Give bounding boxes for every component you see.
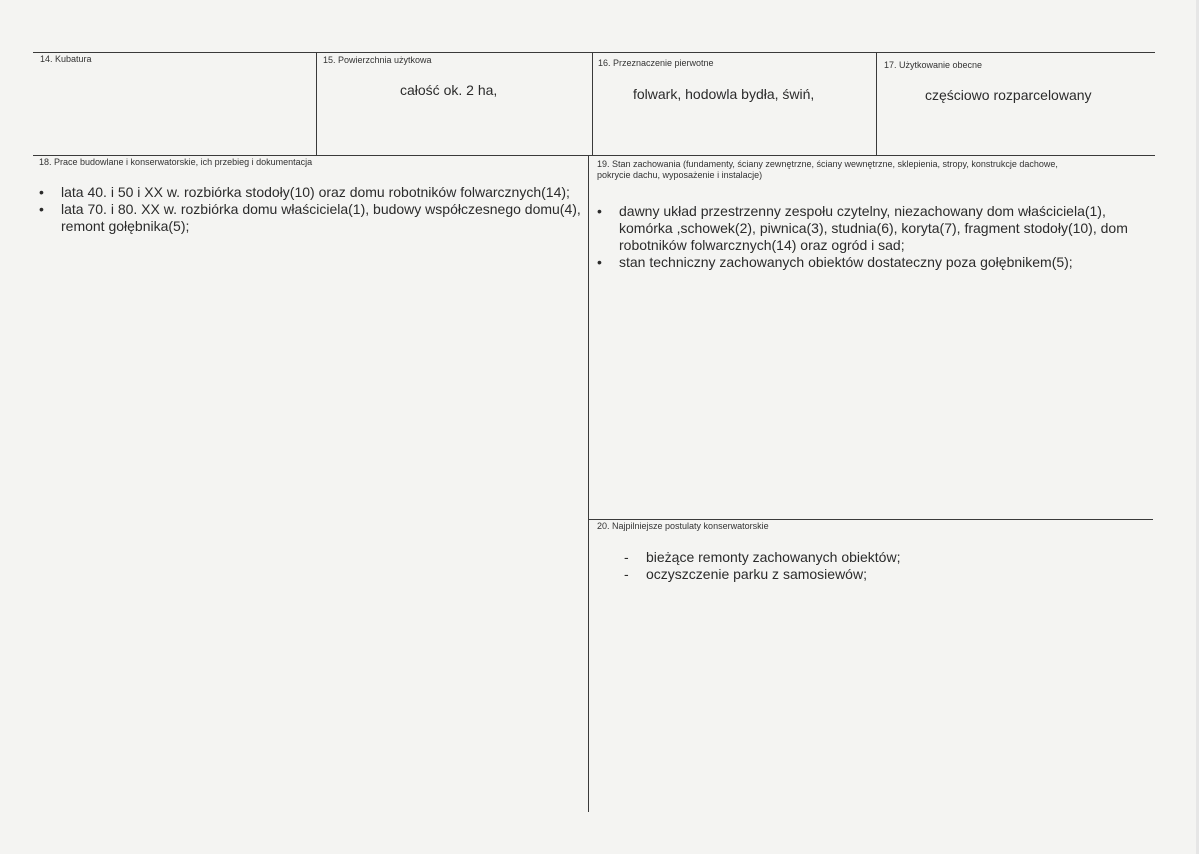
field-18-label: 18. Prace budowlane i konserwatorskie, ich przebieg i dokumentacja bbox=[39, 157, 313, 167]
dash-marker: - bbox=[624, 566, 629, 582]
list-item-text: bieżące remonty zachowanych obiektów; bbox=[646, 549, 901, 565]
bullet-marker: • bbox=[39, 184, 44, 200]
divider-14-15 bbox=[316, 52, 317, 155]
field-18-list bbox=[35, 184, 585, 235]
divider-15-16 bbox=[592, 52, 593, 155]
field-20-list bbox=[620, 549, 1120, 583]
field-15-value: całość ok. 2 ha, bbox=[400, 82, 498, 98]
list-item bbox=[620, 566, 1120, 583]
field-15-label: 15. Powierzchnia użytkowa bbox=[323, 55, 432, 65]
list-item bbox=[35, 184, 585, 201]
field-16-value: folwark, hodowla bydła, świń, bbox=[633, 86, 815, 102]
bullet-marker: • bbox=[597, 203, 602, 219]
bullet-marker: • bbox=[597, 254, 602, 270]
field-16-label: 16. Przeznaczenie pierwotne bbox=[598, 58, 714, 68]
field-19-list bbox=[593, 203, 1151, 271]
field-17-value: częściowo rozparcelowany bbox=[925, 87, 1092, 103]
list-item-text: lata 40. i 50 i XX w. rozbiórka stodoły(10) oraz domu robotników folwarcznych(14); bbox=[61, 184, 570, 200]
dash-marker: - bbox=[624, 549, 629, 565]
divider-16-17 bbox=[876, 52, 877, 155]
list-item-text: lata 70. i 80. XX w. rozbiórka domu właściciela(1), budowy współczesnego domu(4), remont gołębnika(5); bbox=[61, 201, 581, 234]
top-rule bbox=[33, 52, 1155, 53]
list-item-text: stan techniczny zachowanych obiektów dostateczny poza gołębnikem(5); bbox=[619, 254, 1073, 270]
list-item bbox=[593, 254, 1151, 271]
list-item bbox=[620, 549, 1120, 566]
list-item bbox=[593, 203, 1151, 254]
field-19-label: 19. Stan zachowania (fundamenty, ściany zewnętrzne, ściany wewnętrzne, sklepienia, stropy, konstrukcje dachowe, pokrycie dachu, wyposażenie i instalacje) bbox=[597, 159, 1058, 180]
divider-19-20 bbox=[588, 519, 1153, 520]
list-item-text: oczyszczenie parku z samosiewów; bbox=[646, 566, 867, 582]
middle-rule bbox=[33, 155, 1155, 156]
bullet-marker: • bbox=[39, 201, 44, 217]
list-item-text: dawny układ przestrzenny zespołu czytelny, niezachowany dom właściciela(1), komórka ,schowek(2), piwnica(3), studnia(6), koryta(7), fragment stodoły(10), dom robotników folwarcznych(14) oraz ogród i sad; bbox=[619, 203, 1128, 253]
field-14-label: 14. Kubatura bbox=[40, 54, 92, 64]
divider-18-19 bbox=[588, 155, 589, 812]
field-17-label: 17. Użytkowanie obecne bbox=[884, 60, 983, 70]
list-item bbox=[35, 201, 585, 235]
field-20-label: 20. Najpilniejsze postulaty konserwatorskie bbox=[597, 521, 769, 531]
